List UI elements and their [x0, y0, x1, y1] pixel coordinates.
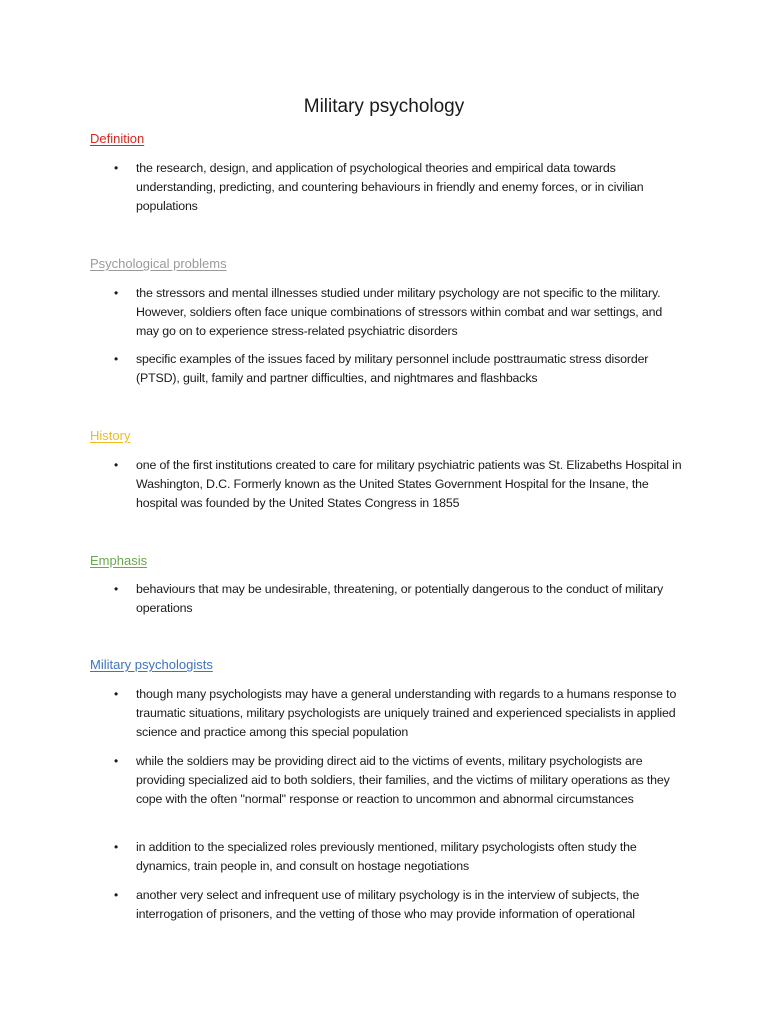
bullet-icon: •	[114, 582, 119, 596]
list-item-text: another very select and infrequent use of military psychology is in the interview of subjects, the interrogation of prisoners, and the vetting of those who may provide information of operational	[136, 888, 640, 921]
bullet-icon: •	[114, 286, 119, 300]
list-item-text: the research, design, and application of psychological theories and empirical data towards understanding, predicting, and countering behaviours in friendly and enemy forces, or in civilian populations	[136, 161, 644, 213]
list-item-text: in addition to the specialized roles previously mentioned, military psychologists often study the dynamics, train people in, and consult on hostage negotiations	[136, 840, 637, 873]
bullet-icon: •	[114, 458, 119, 472]
bullet-icon: •	[114, 687, 119, 701]
section-heading-military-psychologists: Military psychologists	[90, 657, 213, 672]
list-item-text: while the soldiers may be providing direct aid to the victims of events, military psychologists are providing specialized aid to both soldiers, their families, and the victims of military operations as they cope with the often "normal" response or reaction to uncommon and abnormal circumstances	[136, 754, 670, 806]
bullet-icon: •	[114, 352, 119, 366]
section-heading-emphasis: Emphasis	[90, 553, 148, 568]
section-heading-definition: Definition	[90, 131, 145, 146]
list-item-text: the stressors and mental illnesses studied under military psychology are not specific to the military. However, soldiers often face unique combinations of stressors within combat and war settings, and may go on to experience stress-related psychiatric disorders	[136, 286, 663, 338]
bullet-icon: •	[114, 888, 119, 902]
list-item-text: specific examples of the issues faced by military personnel include posttraumatic stress disorder (PTSD), guilt, family and partner difficulties, and nightmares and flashbacks	[136, 352, 649, 385]
bullet-icon: •	[114, 840, 119, 854]
list-item-text: though many psychologists may have a general understanding with regards to a humans response to traumatic situations, military psychologists are uniquely trained and experienced specialists in applied science and practice among this special population	[136, 687, 677, 739]
bullet-icon: •	[114, 754, 119, 768]
list-item-text: behaviours that may be undesirable, threatening, or potentially dangerous to the conduct of military operations	[136, 582, 664, 615]
bullet-icon: •	[114, 161, 119, 175]
section-heading-history: History	[90, 428, 131, 443]
section-heading-psychological-problems: Psychological problems	[90, 256, 227, 271]
page-title: Military psychology	[303, 96, 465, 117]
list-item-text: one of the first institutions created to care for military psychiatric patients was St. Elizabeths Hospital in Washington, D.C. Formerly known as the United States Government Hospital for the Insane, the hospital was founded by the United States Congress in 1855	[136, 458, 682, 510]
